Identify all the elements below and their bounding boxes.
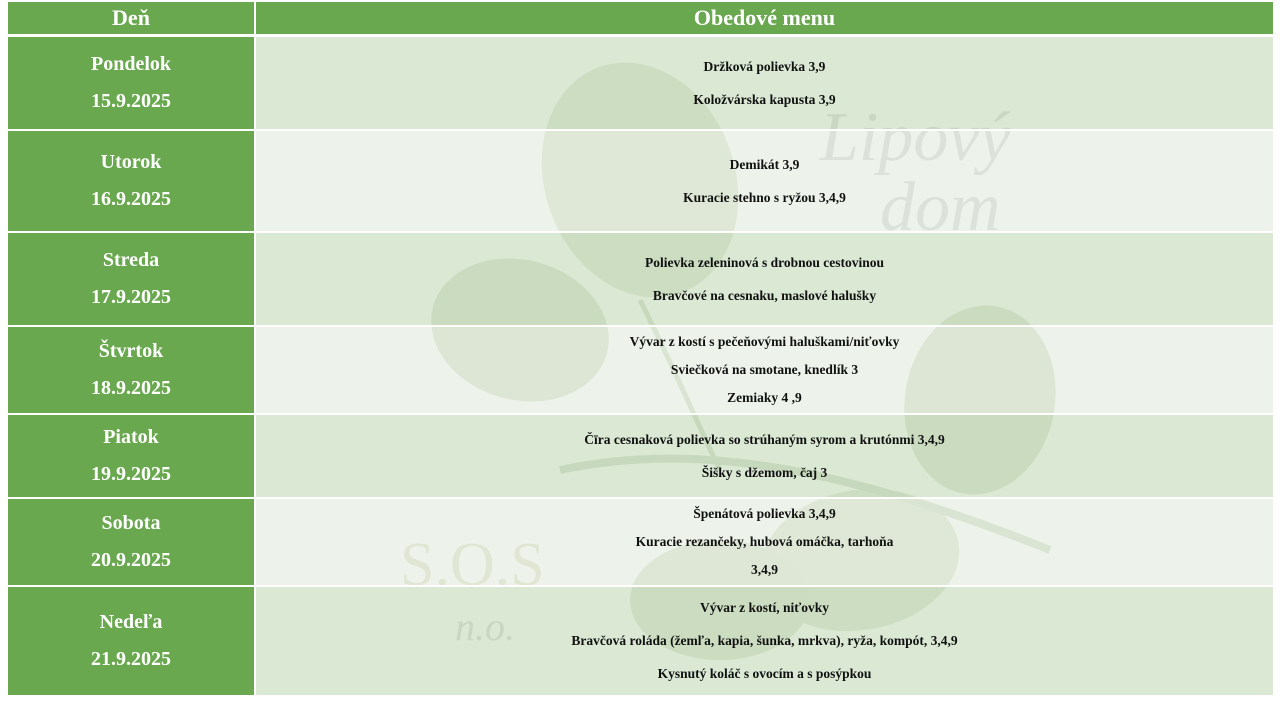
day-name: Pondelok xyxy=(90,52,172,75)
day-cell xyxy=(8,326,255,414)
day-name: Piatok xyxy=(103,425,159,448)
meal-item: Koložvárska kapusta 3,9 xyxy=(693,91,836,107)
meals-cell xyxy=(255,326,1273,414)
meal-item: Kuracie stehno s ryžou 3,4,9 xyxy=(683,189,846,205)
day-date: 21.9.2025 xyxy=(91,647,171,670)
day-date: 19.9.2025 xyxy=(91,462,171,485)
table-row xyxy=(8,498,1273,586)
meals-cell xyxy=(255,36,1273,130)
meal-item: Bravčová roláda (žemľa, kapia, šunka, mrkva), ryža, kompót, 3,4,9 xyxy=(571,633,958,648)
meal-item: Kuracie rezančeky, hubová omáčka, tarhoňa xyxy=(635,533,894,549)
meal-item: Vývar z kostí, niťovky xyxy=(699,600,830,615)
meals-cell xyxy=(255,414,1273,498)
meal-item: Kysnutý koláč s ovocím a s posýpkou xyxy=(657,666,872,681)
meals-cell xyxy=(255,586,1273,696)
day-cell xyxy=(8,232,255,326)
table-row xyxy=(8,36,1273,130)
meal-item: Držková polievka 3,9 xyxy=(703,58,826,74)
day-name: Štvrtok xyxy=(98,339,164,362)
day-date: 18.9.2025 xyxy=(91,376,171,399)
day-date: 20.9.2025 xyxy=(91,548,171,571)
header-row xyxy=(8,2,1273,36)
meals-cell xyxy=(255,232,1273,326)
day-cell xyxy=(8,130,255,232)
meal-item: Demikát 3,9 xyxy=(729,156,800,172)
meal-item: Zemiaky 4 ,9 xyxy=(727,389,802,405)
table-row xyxy=(8,130,1273,232)
day-name: Sobota xyxy=(101,511,161,534)
day-cell xyxy=(8,414,255,498)
meal-item: Vývar z kostí s pečeňovými haluškami/niťovky xyxy=(629,333,900,349)
meal-item: Bravčové na cesnaku, maslové halušky xyxy=(652,287,877,303)
day-cell xyxy=(8,586,255,696)
table-row xyxy=(8,586,1273,696)
meal-item: Špenátová polievka 3,4,9 xyxy=(693,505,836,521)
day-date: 15.9.2025 xyxy=(91,89,171,112)
day-name: Nedeľa xyxy=(99,610,163,633)
day-cell xyxy=(8,498,255,586)
meal-item: 3,4,9 xyxy=(751,561,778,577)
table-row xyxy=(8,414,1273,498)
menu-table xyxy=(8,2,1273,697)
meal-item: Šišky s džemom, čaj 3 xyxy=(701,464,828,480)
header-menu: Obedové menu xyxy=(255,2,1273,36)
meal-item: Sviečková na smotane, knedlík 3 xyxy=(670,361,859,377)
table-row xyxy=(8,232,1273,326)
day-cell xyxy=(8,36,255,130)
day-name: Utorok xyxy=(100,150,162,173)
meal-item: Polievka zeleninová s drobnou cestovinou xyxy=(644,254,885,270)
meal-item: Čīra cesnaková polievka so strúhaným syrom a krutónmi 3,4,9 xyxy=(584,431,945,447)
day-date: 16.9.2025 xyxy=(91,187,171,210)
day-date: 17.9.2025 xyxy=(91,285,171,308)
header-day: Deň xyxy=(8,2,255,36)
table-row xyxy=(8,326,1273,414)
day-name: Streda xyxy=(102,248,160,271)
meals-cell xyxy=(255,130,1273,232)
meals-cell xyxy=(255,498,1273,586)
